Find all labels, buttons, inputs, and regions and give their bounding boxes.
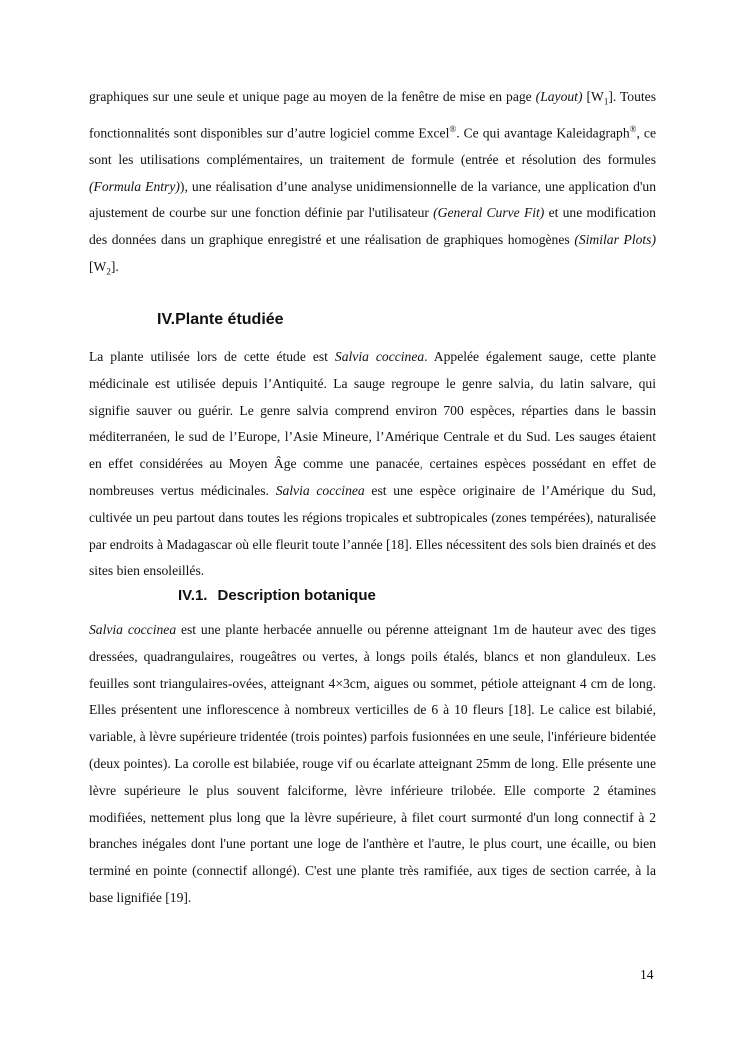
text-run: ]. Toutes fonctionnalités sont disponibles sur d’autre logiciel comme Excel: [89, 89, 656, 141]
text-run: et une modification des données dans un graphique enregistré et une réalisation de graphiques homogènes: [89, 205, 656, 248]
italic-run: (Similar Plots): [574, 232, 656, 248]
subsection-number: IV.1.: [178, 587, 208, 604]
superscript: ®: [449, 123, 457, 134]
text-run: certaines espèces possédant en effet de nombreuses vertus médicinales.: [89, 456, 656, 498]
text-run: , ce sont les utilisations complémentaires, un traitement de formule (entrée et résolution des formules: [89, 125, 656, 167]
text-run: ].: [110, 259, 119, 275]
intro-paragraph: [89, 84, 656, 286]
italic-run: (Formula Entry): [89, 178, 180, 194]
botanical-paragraph: [89, 617, 656, 912]
text-run: est une espèce originaire de l’Amérique du Sud, cultivée un peu partout dans toutes les régions tropicales et subtropicales (zones tempérées), naturalisée par endroits à Madagascar où elle fleurit toute l’année [18]. Elles nécessitent des sols bien drainés et des sites bien ensoleillés.: [89, 482, 656, 579]
page-number: 14: [640, 967, 654, 982]
subsection-heading: [178, 587, 376, 604]
plant-paragraph: [89, 344, 656, 585]
subscript: 2: [106, 266, 111, 277]
text-run: . Appelée également sauge, cette plante médicinale est utilisée depuis l’Antiquité. La sauge regroupe le genre salvia, du latin salvare, qui signifie sauver ou guérir. Le genre salvia comprend environ 700 espèces, réparties dans le bassin méditerranéen, le sud de l’Europe, l’Asie Mineure, l’Amérique Centrale et du Sud. Les sauges étaient en effet considérées au Moyen Âge comme une panacée: [89, 349, 656, 472]
text-run: est une plante herbacée annuelle ou pérenne atteignant 1m de hauteur avec des tiges dressées, quadrangulaires, rougeâtres ou vertes, à longs poils étalés, blancs et non glanduleux. Les feuilles sont triangulaires-ovées, atteignant 4×3cm, aigues ou sommet, pétiole atteignant 4 cm de long. Elles présentent une inflorescence à nombreux verticilles de 6 à 10 fleurs [18]. Le calice est bilabié, variable, à lèvre supérieure tridentée (trois pointes) parfois fusionnées en une seule, l'inférieure bidentée (deux pointes). La corolle est bilabiée, rouge vif ou écarlate atteignant 25mm de long. Elle présente une lèvre supérieure le plus souvent falciforme, lèvre inférieure trilobée. Elle comporte 2 étamines modifiées, nettement plus long que la lèvre supérieure, à filet court surmonté d'un long connectif à 2 branches inégales dont l'une portant une loge de l'anthère et l'autre, le plus court, une écaille, ou bien terminé en pointe (connectif allongé). C'est une plante très ramifiée, aux tiges de section carrée, à la base lignifiée [19].: [89, 622, 656, 905]
text-run: [W: [582, 89, 604, 104]
italic-run: (General Curve Fit): [433, 205, 545, 221]
italic-run: Salvia coccinea: [275, 482, 365, 498]
italic-run: (Layout): [535, 89, 583, 104]
italic-run: Salvia coccinea: [89, 622, 177, 637]
text-run: ), une réalisation d’une analyse unidimensionnelle de la variance, une application d'un ajustement de courbe sur une fonction définie par l'utilisateur: [89, 178, 656, 221]
text-run: . Ce qui avantage Kaleidagraph: [456, 125, 630, 141]
text-run: [W: [89, 259, 107, 275]
subscript: 1: [603, 96, 609, 107]
colored-comma: ,: [419, 456, 424, 472]
section-heading: IV.Plante étudiée: [157, 311, 284, 328]
subsection-title: Description botanique: [217, 587, 376, 604]
superscript: ®: [629, 123, 637, 134]
italic-run: Salvia coccinea: [334, 349, 425, 364]
text-run: graphiques sur une seule et unique page au moyen de la fenêtre de mise en page: [89, 89, 536, 104]
text-run: La plante utilisée lors de cette étude est: [89, 349, 335, 364]
